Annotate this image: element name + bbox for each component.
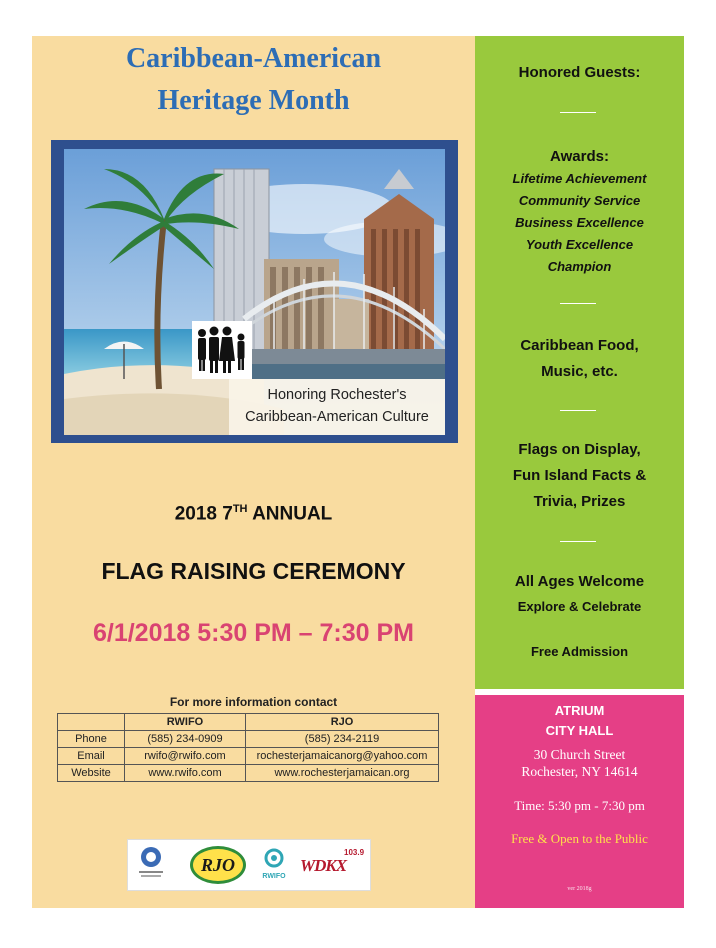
rwifo-globe-icon: [264, 848, 284, 868]
award-item: Community Service: [518, 193, 641, 208]
annual-suffix: ANNUAL: [247, 503, 333, 525]
divider: [560, 303, 596, 304]
award-item: Youth Excellence: [525, 237, 634, 252]
wdkx-logo-text: WDKX: [300, 856, 347, 875]
wdkx-logo: [300, 850, 364, 882]
contact-header-rjo: RJO: [246, 714, 439, 731]
flags-line-1: Flags on Display,: [518, 441, 641, 458]
awards-title: Awards:: [550, 148, 609, 165]
divider: [560, 410, 596, 411]
city-seal-icon: [136, 845, 166, 881]
annual-heading: [32, 503, 475, 525]
hero-photo: [51, 140, 458, 443]
table-row: [58, 731, 439, 748]
award-item: Champion: [547, 259, 612, 274]
awards-list: [475, 168, 684, 278]
rjo-logo-text: RJO: [200, 855, 235, 875]
row-label: Phone: [58, 731, 125, 748]
venue-line-2: CITY HALL: [545, 723, 614, 738]
free-admission: Free Admission: [530, 644, 629, 659]
ceremony-heading: FLAG RAISING CEREMONY: [101, 558, 406, 584]
award-item: Lifetime Achievement: [512, 171, 647, 186]
rwifo-logo-text: RWIFO: [262, 873, 286, 880]
family-icon-box: [192, 321, 252, 379]
explore-celebrate: Explore & Celebrate: [517, 599, 642, 614]
rjo-logo: [190, 846, 246, 884]
version-note: ver 2018g: [567, 886, 592, 892]
food-line-2: Music, etc.: [541, 363, 618, 380]
venue-time: Time: 5:30 pm - 7:30 pm: [514, 798, 645, 813]
award-item: Business Excellence: [515, 215, 644, 230]
rjo-website[interactable]: www.rochesterjamaican.org: [246, 765, 439, 782]
venue-panel: [475, 695, 684, 908]
contact-table: [57, 713, 439, 782]
row-label: Website: [58, 765, 125, 782]
contact-header-blank: [58, 714, 125, 731]
sidebar-panel: [475, 36, 684, 689]
rjo-phone: (585) 234-2119: [246, 731, 439, 748]
sponsor-logos: [127, 839, 371, 891]
table-row: [58, 748, 439, 765]
left-panel: [32, 36, 475, 908]
honored-guests: Honored Guests:: [518, 64, 641, 81]
rwifo-website[interactable]: www.rwifo.com: [125, 765, 246, 782]
event-datetime: 6/1/2018 5:30 PM – 7:30 PM: [92, 619, 415, 647]
row-label: Email: [58, 748, 125, 765]
venue-address-1: 30 Church Street: [533, 747, 626, 762]
all-ages: All Ages Welcome: [514, 573, 645, 590]
venue-line-1: ATRIUM: [554, 703, 605, 718]
title-line-1: Caribbean-American: [125, 43, 382, 74]
wdkx-frequency: 103.9: [344, 848, 365, 857]
photo-caption-line-2: Caribbean-American Culture: [245, 409, 429, 425]
annual-prefix: 2018 7: [174, 503, 233, 525]
photo-caption-line-1: Honoring Rochester's: [267, 387, 407, 403]
table-row: [58, 765, 439, 782]
flags-section: [475, 437, 684, 515]
flags-line-2: Fun Island Facts &: [512, 467, 647, 484]
flags-line-3: Trivia, Prizes: [533, 493, 626, 510]
food-line-1: Caribbean Food,: [520, 337, 639, 354]
rjo-email[interactable]: rochesterjamaicanorg@yahoo.com: [246, 748, 439, 765]
photo-caption-box: [229, 379, 445, 435]
venue-address-2: Rochester, NY 14614: [521, 764, 638, 779]
venue-free-public: Free & Open to the Public: [511, 831, 648, 846]
hero-photo-scene: [64, 149, 445, 435]
contact-header-rwifo: RWIFO: [125, 714, 246, 731]
title-line-2: Heritage Month: [157, 85, 350, 116]
rwifo-logo: [256, 848, 292, 884]
contact-title: For more information contact: [169, 695, 338, 709]
contact-header-row: [58, 714, 439, 731]
family-icon: [192, 321, 252, 379]
rwifo-email[interactable]: rwifo@rwifo.com: [125, 748, 246, 765]
divider: [560, 541, 596, 542]
food-section: [475, 333, 684, 385]
divider: [560, 112, 596, 113]
rwifo-phone: (585) 234-0909: [125, 731, 246, 748]
annual-sup: TH: [232, 503, 248, 515]
